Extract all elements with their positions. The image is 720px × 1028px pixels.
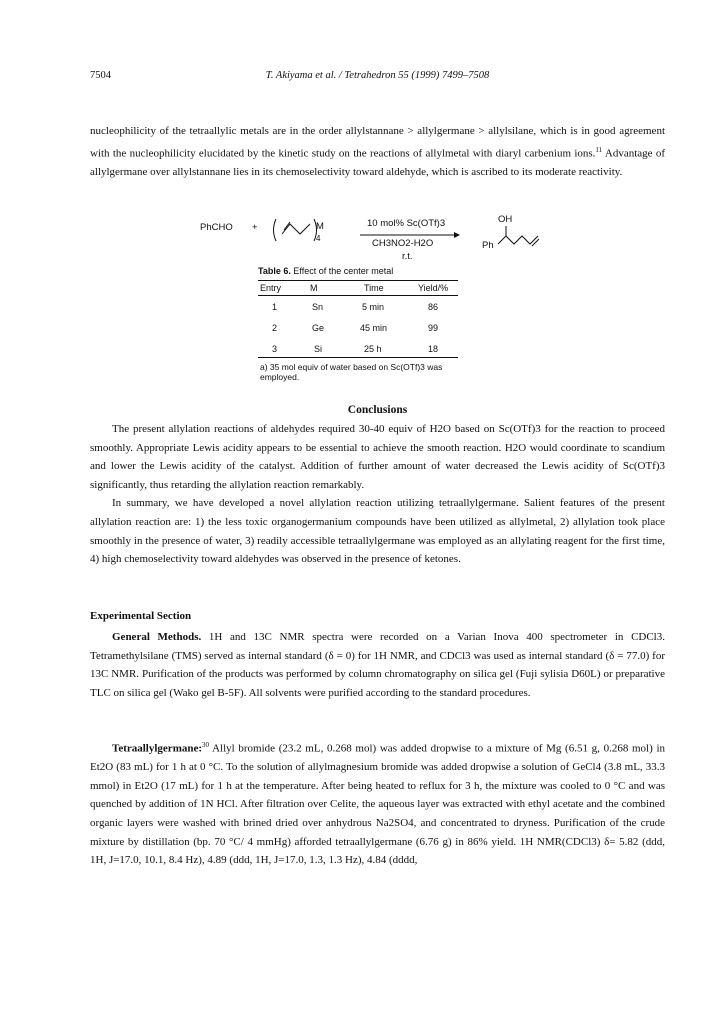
metal-label: M xyxy=(316,221,324,232)
intro-text: nucleophilicity of the tetraallylic metals are in the order allylstannane > allylgermane > allylsilane, which is in good agreement with the nucleophilicity elucidated by the kinetic study on the reactions of allylmetal with diaryl carbenium ions. xyxy=(90,125,665,160)
reaction-scheme xyxy=(200,214,530,266)
tetraallylgermane-label: Tetraallylgermane: xyxy=(112,742,203,755)
intro-reference: 11 xyxy=(595,145,603,154)
table-header: Time xyxy=(364,283,384,293)
reactant-label: PhCHO xyxy=(200,222,233,233)
table-header: M xyxy=(310,283,318,293)
conclusions-section xyxy=(90,420,665,569)
page-number: 7504 xyxy=(90,70,111,81)
product-hydroxyl: OH xyxy=(498,214,513,225)
tetraallylgermane-text: Allyl bromide (23.2 mL, 0.268 mol) was added dropwise to a mixture of Mg (6.51 g, 0.268 mol) in Et2O (83 mL) for 1 h at 0 °C. To the solution of allylmagnesium bromide was added dropwise a solution of GeCl4 (3.8 mL, 33.3 mmol) in Et2O (17 mL) for 1 h at the temperature. After being heated to reflux for 3 h, the mixture was cooled to 0 °C and was quenched by addition of 1N HCl. After filtration over Celite, the aqueous layer was extracted with ethyl acetate and the combined organic layers were washed with brined dried over anhydrous Na2SO4, and concentrated to dryness. Purification of the crude mixture by distillation (bp. 70 °C/ 4 mmHg) afforded tetraallylgermane (6.76 g) in 86% yield. 1H NMR(CDCl3) δ= 5.82 (ddd, 1H, J=17.0, 10.1, 8.4 Hz), 4.89 (ddd, 1H, J=17.0, 1.3, 1.3 Hz), 4.84 (dddd, xyxy=(90,742,665,867)
table-cell: 25 h xyxy=(364,344,382,354)
intro-paragraph xyxy=(90,122,665,181)
general-methods-label: General Methods. xyxy=(112,631,202,643)
general-methods-text: 1H and 13C NMR spectra were recorded on a Varian Inova 400 spectrometer in CDCl3. Tetramethylsilane (TMS) served as internal standard (δ = 0) for 1H NMR, and CDCl3 was used as internal standard (δ = 77.0) for 13C NMR. Purification of the products was performed by column chromatography on silica gel (Fuji sylisia D60L) or preparative TLC on silica gel (Wako gel B-5F). All solvents were purified according to the standard procedures. xyxy=(90,631,665,699)
table-cell: Ge xyxy=(312,323,325,333)
table-cell: 45 min xyxy=(360,323,388,333)
plus-sign: + xyxy=(252,222,258,233)
table-cell: 99 xyxy=(428,323,439,333)
general-methods-paragraph xyxy=(90,628,665,702)
stoichiometry-subscript: 4 xyxy=(316,234,321,243)
journal-citation: T. Akiyama et al. / Tetrahedron 55 (1999) 7499–7508 xyxy=(265,70,490,81)
table-header: Yield/% xyxy=(418,283,449,293)
table-cell: 18 xyxy=(428,344,439,354)
table-cell: 2 xyxy=(272,323,278,333)
table-cell: Sn xyxy=(312,302,324,312)
table-cell: 5 min xyxy=(362,302,385,312)
table-header-rule xyxy=(258,295,458,296)
table-cell: 86 xyxy=(428,302,439,312)
summary-paragraph: In summary, we have developed a novel allylation reaction utilizing tetraallylgermane. Salient features of the present allylation reaction are: 1) the less toxic organogermanium compounds have been utilized as allylmetal, 2) allylation took place smoothly in the presence of water, 3) readily accessible tetraallylgermane was employed as an allylating reagent for the first time, 4) high chemoselectivity toward aldehydes was observed in the presence of ketones. xyxy=(90,497,665,566)
table-cell: 1 xyxy=(272,302,278,312)
table-cell: 3 xyxy=(272,344,278,354)
conclusions-paragraph: The present allylation reactions of aldehydes required 30-40 equiv of H2O based on Sc(OTf)3 for the reaction to proceed smoothly. Appropriate Lewis acidity appears to be essential to achieve the smooth reaction. H2O would coordinate to scandium and lower the Lewis acidity of the catalyst. Addition of further amount of water decreased the Lewis acidity of Sc(OTf)3 significantly, thus retarding the allylation reaction remarkably. xyxy=(90,423,665,491)
conclusions-heading: Conclusions xyxy=(347,404,408,416)
table-header: Entry xyxy=(260,283,282,293)
table-bottom-rule xyxy=(258,357,458,358)
table-footnote: a) 35 mol equiv of water based on Sc(OTf)3 was employed. xyxy=(260,362,443,382)
table-caption xyxy=(258,266,393,276)
product-phenyl: Ph xyxy=(482,240,494,251)
reagent-above-arrow: 10 mol% Sc(OTf)3 xyxy=(367,218,446,229)
reagent-below-arrow: CH3NO2-H2O xyxy=(372,238,434,249)
table-top-rule xyxy=(258,280,458,281)
table-cell: Si xyxy=(314,344,323,354)
table-title: Effect of the center metal xyxy=(290,266,394,276)
temperature-label: r.t. xyxy=(402,251,413,262)
intro-text-2: Advantage of allylgermane over allylstannane lies in its chemoselectivity toward aldehyde, which is ascribed to its moderate reactivity. xyxy=(90,147,666,178)
tetraallylgermane-reference: 30 xyxy=(202,741,210,749)
experimental-heading: Experimental Section xyxy=(90,610,192,622)
table-label: Table 6. xyxy=(258,266,291,276)
tetraallylgermane-paragraph xyxy=(90,736,665,870)
